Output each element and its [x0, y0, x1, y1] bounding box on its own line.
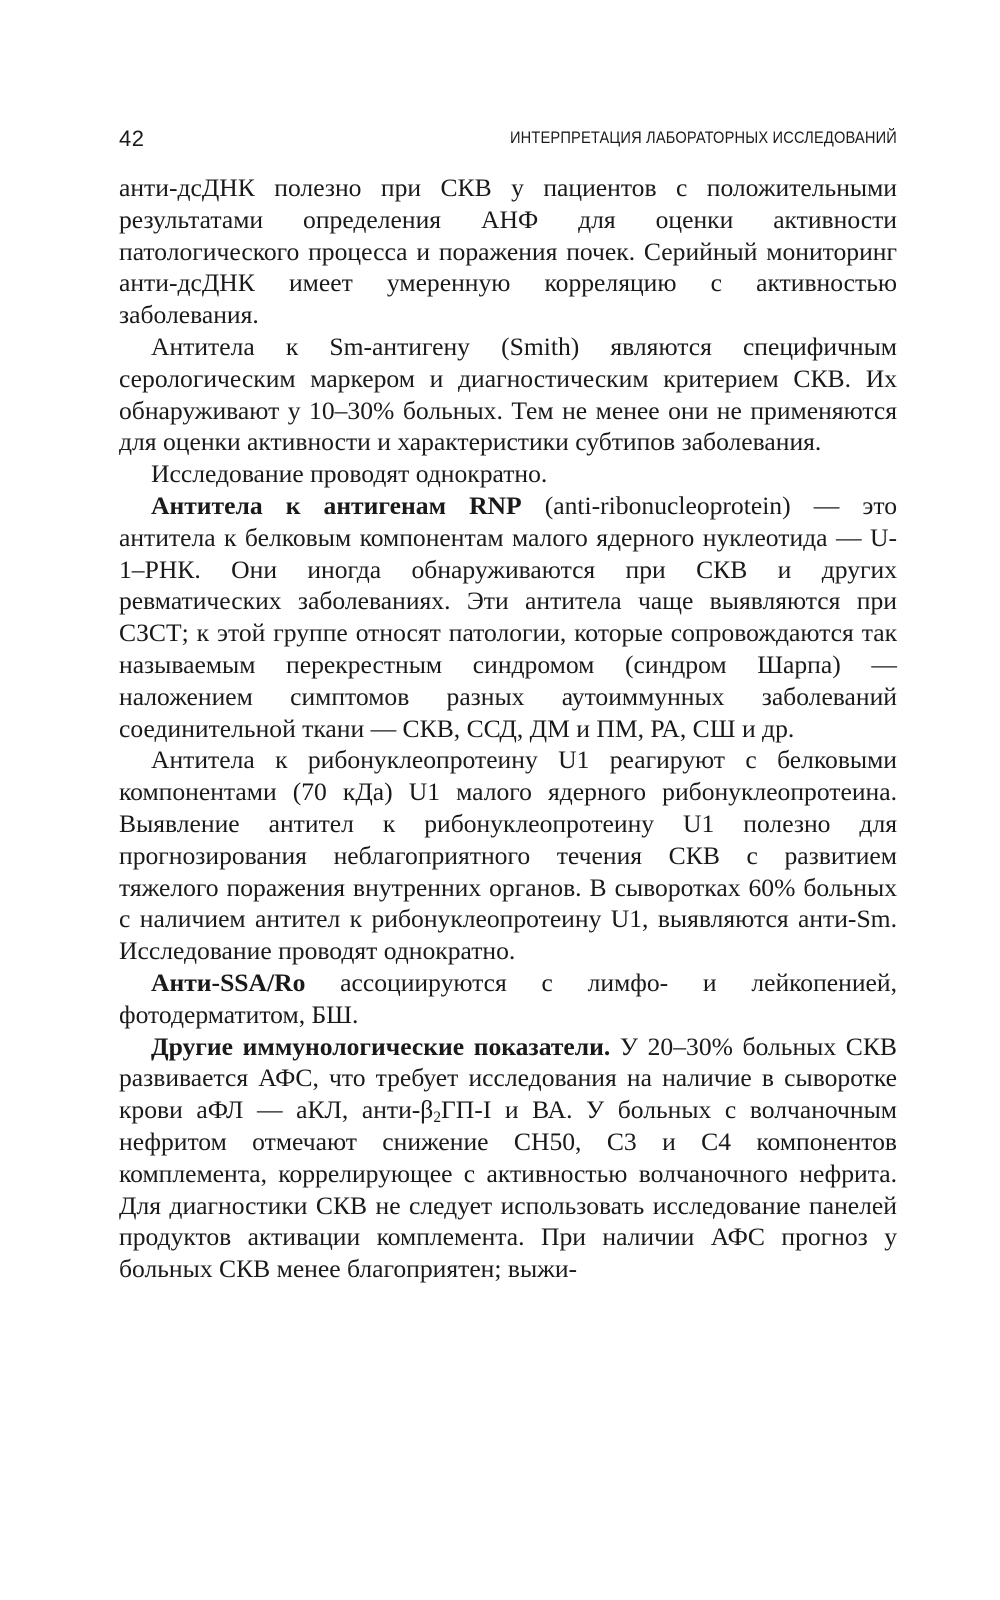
- paragraph-7: [119, 1031, 897, 1285]
- paragraph-7-text-b: ГП-I и ВА. У больных с волчаночным нефритом отмечают снижение СН50, С3 и С4 компонентов комплемента, коррелирующее с активностью волчаночного нефрита. Для диагностики СКВ не следует использовать исследование панелей продуктов активации комплемента. При наличии АФС прогноз у больных СКВ менее благоприятен; выжи-: [119, 1095, 897, 1284]
- term-other-immunological: Другие иммунологические показатели.: [151, 1031, 611, 1061]
- page-number: 42: [119, 126, 145, 151]
- subscript-2: 2: [433, 1108, 442, 1126]
- running-title: ИНТЕРПРЕТАЦИЯ ЛАБОРАТОРНЫХ ИССЛЕДОВАНИЙ: [510, 128, 897, 147]
- body-text: [119, 172, 897, 1285]
- paragraph-6-text: ассоциируются с лимфо- и лейкопенией, фотодерматитом, БШ.: [119, 967, 897, 1029]
- paragraph-5: Антитела к рибонуклеопротеину U1 реагируют с белковыми компонентами (70 кДа) U1 малого ядерного рибонуклеопротеина. Выявление антител к рибонуклеопротеину U1 полезно для прогнозирования неблагоприятного течения СКВ с развитием тяжелого поражения внутренних органов. В сыворотках 60% больных с наличием антител к рибонуклеопротеину U1, выявляются анти-Sm. Исследование проводят однократно.: [119, 745, 897, 966]
- paragraph-4: [119, 490, 897, 744]
- paragraph-6: [119, 967, 897, 1031]
- term-rnp-antibodies: Антитела к антигенам RNP: [151, 490, 522, 520]
- page-header: [119, 126, 897, 156]
- paragraph-7-text-a: У 20–30% больных СКВ развивается АФС, что требует исследования на наличие в сыворотке крови аФЛ — аКЛ, анти-β: [119, 1031, 897, 1125]
- paragraph-2: Антитела к Sm-антигену (Smith) являются специфичным серологическим маркером и диагностическим критерием СКВ. Их обнаруживают у 10–30% больных. Тем не менее они не применяются для оценки активности и характеристики субтипов заболевания.: [119, 331, 897, 457]
- term-anti-ssa-ro: Анти-SSA/Ro: [151, 967, 306, 997]
- paragraph-3: Исследование проводят однократно.: [151, 459, 548, 489]
- paragraph-1: анти-дсДНК полезно при СКВ у пациентов с положительными результатами определения АНФ для оценки активности патологического процесса и поражения почек. Серийный мониторинг анти-дсДНК имеет умеренную корреляцию с активностью заболевания.: [119, 173, 897, 330]
- paragraph-4-text: (anti-ribonucleoprotein) — это антитела к белковым компонентам малого ядерного нуклеотида — U-1–РНК. Они иногда обнаруживаются при СКВ и других ревматических заболеваниях. Эти антитела чаще выявляются при СЗСТ; к этой группе относят патологии, которые сопровождаются так называемым перекрестным синдромом (синдром Шарпа) — наложением симптомов разных аутоиммунных заболеваний соединительной ткани — СКВ, ССД, ДМ и ПМ, РА, СШ и др.: [119, 490, 897, 743]
